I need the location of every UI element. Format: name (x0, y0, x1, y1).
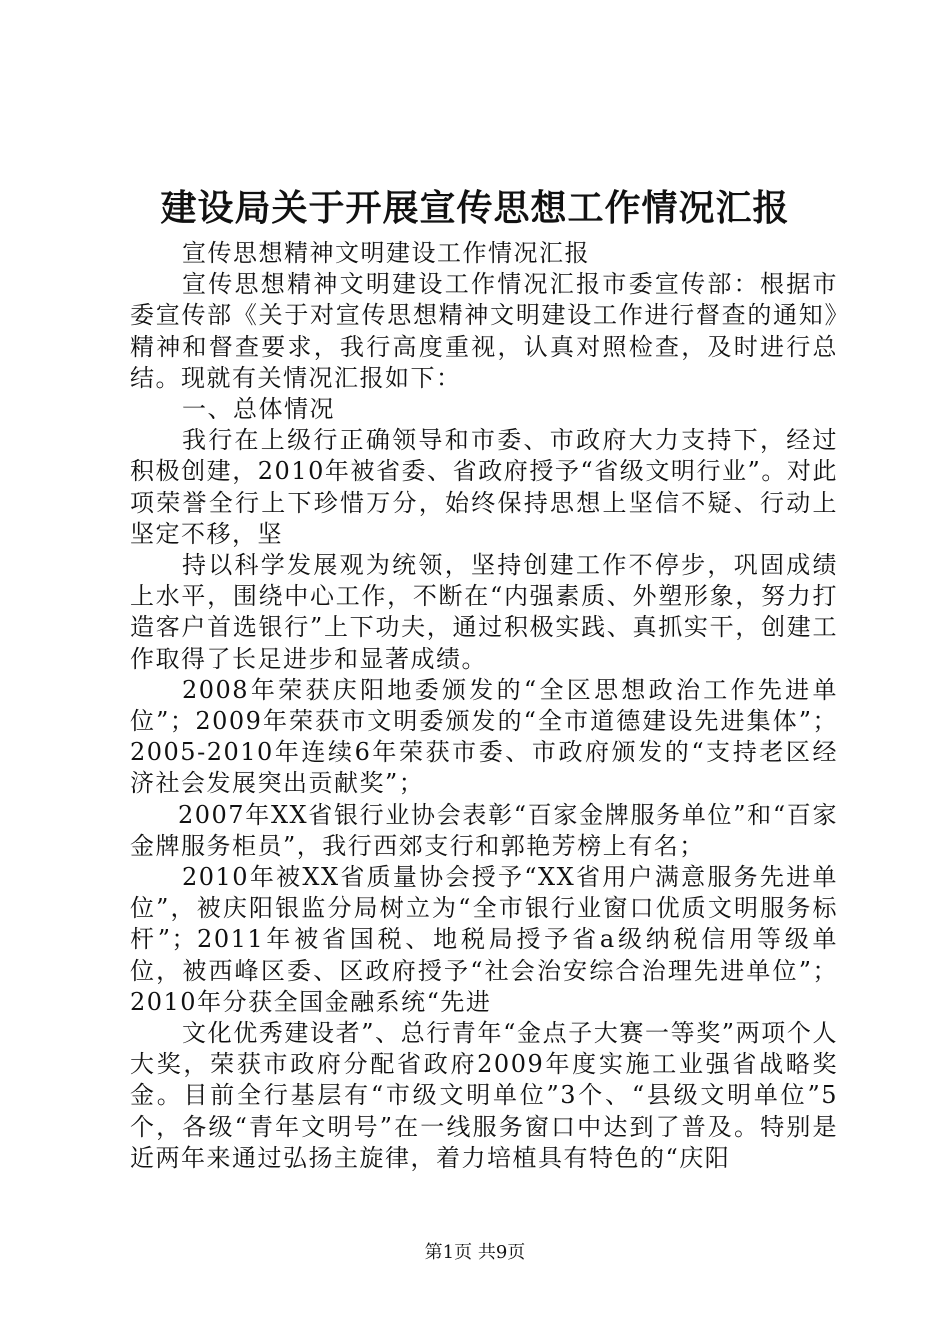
document-subtitle: 宣传思想精神文明建设工作情况汇报 (182, 239, 590, 267)
paragraph-intro: 宣传思想精神文明建设工作情况汇报市委宣传部：根据市委宣传部《关于对宣传思想精神文明建设工作进行督查的通知》精神和督查要求，我行高度重视，认真对照检查，及时进行总结。现就有关情况汇报如下： (130, 270, 838, 392)
page-number-footer: 第1页 共9页 (424, 1242, 526, 1263)
document-title: 建设局关于开展宣传思想工作情况汇报 (160, 187, 790, 229)
paragraph: 文化优秀建设者”、总行青年“金点子大赛一等奖”两项个人大奖，荣获市政府分配省政府2009年度实施工业强省战略奖金。目前全行基层有“市级文明单位”3个、“县级文明单位”5个，各级“青年文明号”在一线服务窗口中达到了普及。特别是近两年来通过弘扬主旋律，着力培植具有特色的“庆阳 (130, 1019, 838, 1172)
paragraph: 我行在上级行正确领导和市委、市政府大力支持下，经过积极创建，2010年被省委、省政府授予“省级文明行业”。对此项荣誉全行上下珍惜万分，始终保持思想上坚信不疑、行动上坚定不移，坚 (130, 426, 838, 548)
paragraph: 2007年XX省银行业协会表彰“百家金牌服务单位”和“百家金牌服务柜员”，我行西郊支行和郭艳芳榜上有名； (130, 800, 838, 860)
document-body (130, 238, 838, 1174)
paragraph: 2008年荣获庆阳地委颁发的“全区思想政治工作先进单位”；2009年荣获市文明委颁发的“全市道德建设先进集体”；2005-2010年连续6年荣获市委、市政府颁发的“支持老区经济社会发展突出贡献奖”； (130, 675, 838, 798)
section-heading: 一、总体情况 (182, 395, 335, 424)
paragraph: 持以科学发展观为统领，坚持创建工作不停步，巩固成绩上水平，围绕中心工作，不断在“内强素质、外塑形象，努力打造客户首选银行”上下功夫，通过积极实践、真抓实干，创建工作取得了长足进步和显著成绩。 (130, 551, 838, 673)
paragraph: 2010年被XX省质量协会授予“XX省用户满意服务先进单位”，被庆阳银监分局树立为“全市银行业窗口优质文明服务标杆”；2011年被省国税、地税局授予省a级纳税信用等级单位，被西峰区委、区政府授予“社会治安综合治理先进单位”；2010年分获全国金融系统“先进 (130, 863, 838, 1016)
